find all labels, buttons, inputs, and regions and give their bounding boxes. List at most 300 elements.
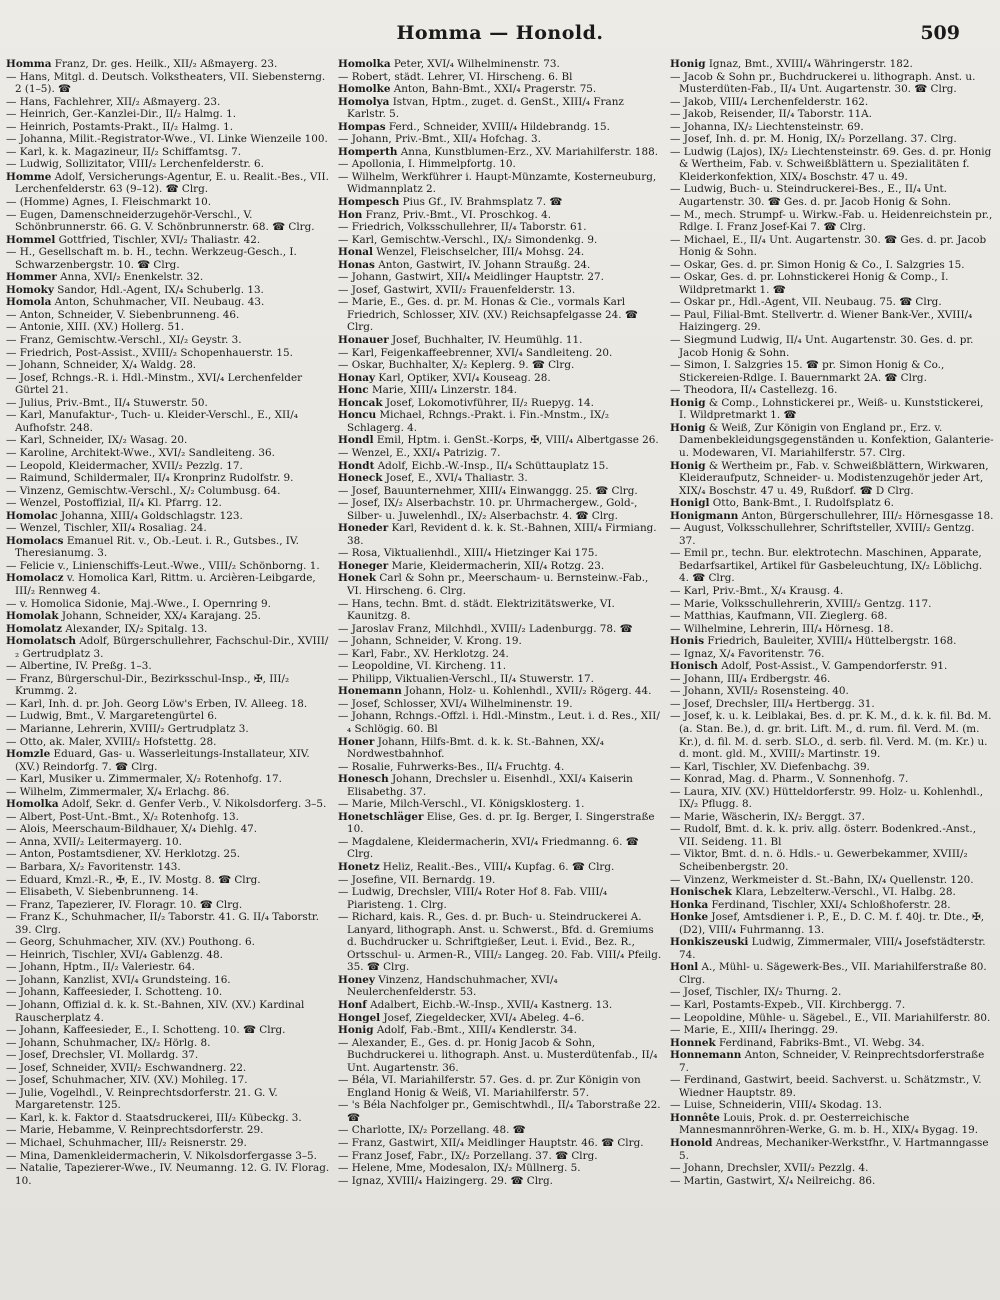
directory-entry [6, 171, 330, 196]
directory-entry [6, 999, 330, 1024]
directory-entry [338, 974, 662, 999]
directory-entry [6, 798, 330, 811]
entry-surname: Homolke [338, 83, 391, 96]
entry-surname: Honay [338, 371, 376, 384]
directory-entry [338, 347, 662, 360]
entry-details: — Rosalie, Fuhrwerks-Bes., II/₄ Fruchtg. 4. [338, 760, 565, 773]
entry-details: Anton, Schuhmacher, VII. Neubaug. 43. [51, 296, 265, 309]
entry-surname: Hompesch [338, 196, 400, 209]
directory-entry [338, 485, 662, 498]
directory-entry [670, 133, 994, 146]
directory-entry [670, 1037, 994, 1050]
entry-details: — Johann, Schuhmacher, IX/₂ Hörlg. 8. [6, 1036, 211, 1049]
entry-details: Emanuel Rit. v., Ob.-Leut. i. R., Gutsbes., IV. Theresianumg. 3. [15, 534, 299, 560]
directory-entry [670, 108, 994, 121]
entry-details: — (Homme) Agnes, I. Fleischmarkt 10. [6, 196, 212, 209]
entry-details: — Karl, k. k. Faktor d. Staatsdruckerei, III/₂ Kübeckg. 3. [6, 1111, 302, 1124]
entry-details: Johann, Holz- u. Kohlenhdl., XVII/₂ Rögerg. 44. [401, 685, 652, 698]
entry-surname: Honemann [338, 685, 402, 698]
entry-details: Adolf, Bürgerschullehrer, Fachschul-Dir., XVIII/₂ Gertrudplatz 3. [15, 635, 329, 660]
directory-entry [338, 133, 662, 146]
directory-entry [6, 246, 330, 271]
entry-details: Wenzel, Fleischselcher, III/₄ Mohsg. 24. [372, 246, 585, 259]
entry-details: Michael, Rchngs.-Prakt. i. Fin.-Mnstm., IX/₂ Schlagerg. 4. [347, 409, 610, 434]
entry-surname: Honischek [670, 886, 732, 899]
directory-entry [670, 710, 994, 760]
entry-surname: Hommer [6, 271, 57, 284]
directory-entry [670, 359, 994, 384]
entry-details: — Ferdinand, Gastwirt, beeid. Sachverst. u. Schätzmstr., V. Wiedner Hauptstr. 89. [670, 1074, 982, 1099]
entry-details: Anton, Bürgerschullehrer, III/₂ Hörnesgasse 18. [738, 509, 994, 522]
entry-details: Franz, Priv.-Bmt., VI. Proschkog. 4. [362, 208, 552, 221]
entry-details: — Albert, Post-Unt.-Bmt., X/₂ Rotenhofg. 13. [6, 810, 239, 823]
entry-details: — Karl, Schneider, IX/₂ Wasag. 20. [6, 434, 188, 447]
entry-details: Johanna, XIII/₄ Goldschlagstr. 123. [57, 509, 243, 522]
directory-entry [6, 71, 330, 96]
entry-details: — Josef, Schneider, XVII/₂ Eschwandnerg. 22. [6, 1061, 247, 1074]
directory-entry [6, 472, 330, 485]
entry-surname: Honf [338, 999, 367, 1012]
entry-details: — Oskar pr., Hdl.-Agent, VII. Neubaug. 75. ☎ Clrg. [670, 296, 942, 309]
directory-entry [670, 698, 994, 711]
entry-surname: Homolacs [6, 534, 64, 547]
entry-details: — Julie, Vogelhdl., V. Reinprechtsdorferstr. 21. G. V. Margaretenstr. 125. [6, 1086, 278, 1112]
entry-details: — Leopoldine, VI. Kircheng. 11. [338, 660, 507, 673]
entry-details: v. Homolica Karl, Rittm. u. Arcièren-Leibgarde, III/₂ Rennweg 4. [15, 572, 316, 597]
entry-details: Marie, XIII/₄ Linzerstr. 184. [368, 384, 518, 397]
entry-details: — Magdalene, Kleidermacherin, XVI/₄ Friedmanng. 6. ☎ Clrg. [338, 835, 639, 861]
entry-details: & Comp., Lohnstickerei pr., Weiß- u. Kunststickerei, I. Wildpretmarkt 1. ☎ [679, 396, 984, 422]
entry-surname: Honal [338, 246, 373, 259]
directory-entry [670, 146, 994, 184]
directory-entry [670, 234, 994, 259]
directory-entry [6, 660, 330, 673]
directory-entry [6, 510, 330, 523]
directory-entry [6, 146, 330, 159]
entry-surname: Honauer [338, 334, 389, 347]
directory-entry [6, 786, 330, 799]
entry-details: — Franz, Gemischtw.-Verschl., XI/₂ Geystr. 3. [6, 334, 242, 347]
entry-details: — Josefine, VII. Bernardg. 19. [338, 873, 496, 886]
entry-details: & Wertheim pr., Fab. v. Schweißblättern, Wirkwaren, Kleideraufputz, Schneider- u. Modistenzugehör jeder Art, XIX/₄ Boschstr. 47 u. 49, Rußdorf. ☎ D Clrg. [679, 459, 989, 497]
entry-details: — Johann, III/₄ Erdbergstr. 46. [670, 672, 831, 685]
entry-surname: Honl [670, 961, 699, 974]
entry-details: — Wilhelmine, Lehrerin, III/₄ Hörnesg. 18. [670, 622, 894, 635]
entry-surname: Honig [338, 1024, 374, 1037]
directory-entry [670, 209, 994, 234]
directory-entry [670, 786, 994, 811]
entry-details: — Emil pr., techn. Bur. elektrotechn. Maschinen, Apparate, Bedarfsartikel, Artikel für Gasbeleuchtung, IX/₂ Löblichg. 4. ☎ Clrg. [670, 547, 983, 585]
entry-details: — Felicie v., Linienschiffs-Leut.-Wwe., VIII/₂ Schönborng. 1. [6, 559, 320, 572]
column-2 [338, 58, 662, 1288]
directory-entry [338, 271, 662, 284]
entry-details: Klara, Lebzelterw.-Verschl., VI. Halbg. 28. [731, 886, 956, 899]
entry-surname: Honka [670, 898, 709, 911]
entry-details: — Johanna, IX/₂ Liechtensteinstr. 69. [670, 120, 864, 133]
entry-details: — Ludwig (Lajos), IX/₂ Liechtensteinstr. 69. Ges. d. pr. Honig & Wertheim, Fab. v. Schweißblättern u. Spezialitäten f. Kleiderkonfektion, XIX/₄ Boschstr. 47 u. 49. [670, 145, 992, 183]
entry-details: — Karl, Manufaktur-, Tuch- u. Kleider-Verschl., E., XII/₄ Aufhofstr. 248. [6, 409, 298, 434]
entry-details: — Karl, Musiker u. Zimmermaler, X/₂ Rotenhofg. 17. [6, 773, 282, 786]
entry-details: — Jacob & Sohn pr., Buchdruckerei u. lithograph. Anst. u. Musterdüten-Fab., II/₄ Unt. Augartenstr. 30. ☎ Clrg. [670, 70, 976, 96]
directory-entry [670, 460, 994, 498]
entry-surname: Homolak [6, 610, 59, 623]
entry-details: Josef, Lokomotivführer, II/₂ Ruepyg. 14. [382, 396, 594, 409]
directory-entry [338, 547, 662, 560]
directory-entry [338, 246, 662, 259]
entry-details: — Marianne, Lehrerin, XVIII/₂ Gertrudplatz 3. [6, 722, 249, 735]
directory-entry [6, 610, 330, 623]
directory-entry [338, 522, 662, 547]
entry-details: — Josef, k. u. k. Leiblakai, Bes. d. pr. K. M., d. k. k. fil. Bd. M. (a. Stan. Be.), d. gr. brit. Lift. M., d. rum. fil. Verd. M. (m. Kr.), d. fil. M. d. serb. SLO., d. serb. fil. Verd. M. (m. Kr.) u. d. mont. gld. M., XVIII/₂ Martinstr. 19. [670, 710, 992, 761]
entry-details: Josef, E., XVI/₄ Thaliastr. 3. [382, 472, 528, 485]
directory-entry [338, 196, 662, 209]
entry-details: — Oskar, Ges. d. pr. Lohnstickerei Honig & Comp., I. Wildpretmarkt 1. ☎ [670, 271, 949, 296]
directory-entry [6, 1112, 330, 1125]
entry-details: Anna, Kunstblumen-Erz., XV. Mariahilferstr. 188. [397, 145, 659, 158]
directory-entry [670, 96, 994, 109]
entry-details: Adolf, Versicherungs-Agentur, E. u. Realit.-Bes., VII. Lerchenfelderstr. 63 (9–12). ☎ Clrg. [15, 170, 329, 196]
entry-details: — Friedrich, Post-Assist., XVIII/₂ Schopenhauerstr. 15. [6, 346, 293, 359]
directory-entry [338, 1137, 662, 1150]
entry-details: — Apollonia, I. Himmelpfortg. 10. [338, 158, 516, 171]
directory-entry [6, 271, 330, 284]
directory-entry [338, 171, 662, 196]
entry-details: Adolf, Post-Assist., V. Gampendorferstr. 91. [717, 660, 948, 673]
directory-entry [338, 1150, 662, 1163]
directory-entry [338, 861, 662, 874]
entry-details: — Karl, k. k. Magazineur, II/₂ Schiffamtsg. 7. [6, 145, 242, 158]
entry-details: — Johann, Drechsler, XVII/₂ Pezzlg. 4. [670, 1162, 869, 1175]
directory-entry [338, 397, 662, 410]
entry-details: Alexander, IX/₂ Spitalg. 13. [62, 622, 208, 635]
directory-entry [338, 234, 662, 247]
entry-details: — Michael, Schuhmacher, III/₂ Reisnerstr. 29. [6, 1137, 247, 1150]
directory-entry [670, 497, 994, 510]
directory-entry [338, 158, 662, 171]
entry-details: — Oskar, Buchhalter, X/₂ Keplerg. 9. ☎ Clrg. [338, 359, 575, 372]
directory-entry [6, 1049, 330, 1062]
directory-entry [670, 811, 994, 824]
entry-details: — Josef, IX/₂ Alserbachstr. 10. pr. Uhrmachergew., Gold-, Silber- u. Juwelenhdl., IX/₂ Alserbachstr. 4. ☎ Clrg. [338, 497, 638, 522]
directory-entry [6, 698, 330, 711]
entry-surname: Honnête [670, 1111, 720, 1124]
directory-entry [670, 911, 994, 936]
entry-details: Anton, Bahn-Bmt., XXI/₄ Pragerstr. 75. [390, 83, 597, 96]
entry-surname: Honkiszeuski [670, 936, 749, 949]
directory-entry [670, 522, 994, 547]
directory-entry [338, 685, 662, 698]
entry-details: Karl, Revident d. k. k. St.-Bahnen, XIII/₄ Firmiang. 38. [347, 522, 657, 547]
entry-surname: Homme [6, 170, 52, 183]
entry-details: — Jaroslav Franz, Milchhdl., XVIII/₂ Ladenburgg. 78. ☎ [338, 622, 633, 635]
directory-entry [6, 886, 330, 899]
entry-details: Josef, Buchhalter, IV. Heumühlg. 11. [388, 334, 583, 347]
directory-entry [670, 296, 994, 309]
directory-entry [338, 1074, 662, 1099]
directory-entry [6, 1124, 330, 1137]
directory-entry [6, 1137, 330, 1150]
entry-surname: Honcu [338, 409, 377, 422]
entry-details: Josef, Ziegeldecker, XVI/₄ Abeleg. 4–6. [380, 1011, 585, 1024]
directory-entry [670, 673, 994, 686]
entry-surname: Hommel [6, 233, 56, 246]
directory-entry [6, 936, 330, 949]
entry-details: Adolf, Sekr. d. Genfer Verb., V. Nikolsdorferg. 3–5. [58, 798, 327, 811]
directory-entry [670, 1012, 994, 1025]
directory-entry [6, 635, 330, 660]
entry-surname: Homoky [6, 283, 54, 296]
entry-surname: Honigmann [670, 509, 739, 522]
entry-details: — Franz, Bürgerschul-Dir., Bezirksschul-Insp., ✠, III/₂ Krummg. 2. [6, 672, 290, 698]
directory-entry [338, 58, 662, 71]
directory-entry [338, 698, 662, 711]
entry-surname: Honig [670, 58, 706, 70]
directory-entry [338, 372, 662, 385]
entry-details: — Eugen, Damenschneiderzugehör-Verschl., V. Schönbrunnerstr. 66. G. V. Schönbrunnerstr. 68. ☎ Clrg. [6, 208, 315, 234]
entry-details: — Friedrich, Volksschullehrer, II/₄ Taborstr. 61. [338, 221, 587, 234]
directory-entry [670, 183, 994, 208]
entry-details: — Johann, Kanzlist, XVI/₄ Grundsteing. 16. [6, 973, 231, 986]
entry-details: Sandor, Hdl.-Agent, IX/₄ Schuberlg. 13. [53, 283, 264, 296]
entry-details: — Johann, Schneider, X/₄ Waldg. 28. [6, 359, 197, 372]
directory-entry [338, 447, 662, 460]
entry-details: — Michael, E., II/₄ Unt. Augartenstr. 30. ☎ Ges. d. pr. Jacob Honig & Sohn. [670, 233, 987, 259]
entry-surname: Honold [670, 1137, 713, 1150]
entry-details: Louis, Prok. d. pr. Oesterreichische Mannesmannröhren-Werke, G. m. b. H., XIX/₄ Bygag. 19. [679, 1111, 979, 1137]
entry-details: — Karl, Tischler, XV. Diefenbachg. 39. [670, 760, 870, 773]
entry-surname: Homzle [6, 748, 51, 761]
entry-details: — Vinzenz, Gemischtw.-Verschl., X/₂ Columbusg. 64. [6, 484, 281, 497]
entry-details: Andreas, Mechaniker-Werkstfhr., V. Hartmanngasse 5. [679, 1137, 989, 1162]
entry-details: — 's Béla Nachfolger pr., Gemischtwhdl., II/₄ Taborstraße 22. ☎ [338, 1099, 661, 1124]
entry-details: Adolf, Eichb.-W.-Insp., II/₄ Schüttauplatz 15. [374, 459, 609, 472]
directory-entry [338, 146, 662, 159]
directory-entry [670, 58, 994, 71]
directory-entry [6, 158, 330, 171]
entry-details: Elise, Ges. d. pr. Ig. Berger, I. Singerstraße 10. [347, 810, 655, 836]
directory-entry [338, 798, 662, 811]
page-header [0, 22, 1000, 52]
entry-details: Adolf, Fab.-Bmt., XIII/₄ Kendlerstr. 34. [373, 1024, 577, 1037]
running-title: Homma — Honold. [396, 22, 604, 44]
directory-entry [670, 547, 994, 585]
directory-entry [338, 911, 662, 974]
entry-surname: Honigl [670, 497, 710, 510]
entry-details: — Hans, techn. Bmt. d. städt. Elektrizitätswerke, VI. Kaunitzg. 8. [338, 597, 615, 623]
entry-surname: Homma [6, 58, 52, 70]
directory-entry [670, 635, 994, 648]
entry-details: — Johann, Gastwirt, XII/₄ Meidlinger Hauptstr. 27. [338, 271, 604, 284]
directory-entry [6, 811, 330, 824]
directory-entry [338, 811, 662, 836]
directory-entry [338, 598, 662, 623]
directory-entry [338, 460, 662, 473]
directory-entry [670, 598, 994, 611]
entry-surname: Honisch [670, 660, 718, 673]
entry-details: — v. Homolica Sidonie, Maj.-Wwe., I. Opernring 9. [6, 597, 271, 610]
entry-details: — Marie, Hebamme, V. Reinprechtsdorferstr. 29. [6, 1124, 264, 1137]
directory-entry [6, 485, 330, 498]
directory-entry [670, 848, 994, 873]
entry-details: — Helene, Mme, Modesalon, IX/₂ Müllnerg. 5. [338, 1162, 581, 1175]
directory-entry [338, 359, 662, 372]
entry-details: Johann, Hilfs-Bmt. d. k. k. St.-Bahnen, XX/₄ Nordwestbahnhof. [347, 735, 604, 761]
directory-entry [338, 71, 662, 84]
entry-details: — Marie, E., XIII/₄ Iheringg. 29. [670, 1024, 839, 1037]
entry-details: Pius Gf., IV. Brahmsplatz 7. ☎ [399, 196, 563, 209]
directory-entry [338, 434, 662, 447]
entry-details: — Jakob, Reisender, II/₄ Taborstr. 11A. [670, 108, 872, 121]
entry-details: — Wilhelm, Zimmermaler, X/₄ Erlachg. 86. [6, 785, 230, 798]
directory-entry [6, 974, 330, 987]
entry-details: — Matthias, Kaufmann, VII. Zieglerg. 68. [670, 610, 888, 623]
directory-entry [670, 334, 994, 359]
directory-columns [6, 58, 994, 1288]
entry-details: — Eduard, Kmzl.-R., ✠, E., IV. Mostg. 8. ☎ Clrg. [6, 873, 261, 886]
directory-entry [670, 874, 994, 887]
directory-entry [670, 961, 994, 986]
entry-surname: Honas [338, 258, 375, 271]
directory-entry [6, 460, 330, 473]
directory-entry [338, 121, 662, 134]
entry-details: Heliz, Realit.-Bes., VIII/₄ Kupfag. 6. ☎ Clrg. [379, 861, 615, 873]
entry-details: — Ignaz, X/₄ Favoritenstr. 76. [670, 647, 825, 660]
directory-entry [6, 397, 330, 410]
directory-entry [338, 384, 662, 397]
directory-entry [6, 133, 330, 146]
entry-details: — Marie, E., Ges. d. pr. M. Honas & Cie., vormals Karl Friedrich, Schlosser, XIV. (XV.) Reichsapfelgasse 24. ☎ Clrg. [338, 296, 638, 334]
directory-entry [670, 773, 994, 786]
entry-surname: Honeder [338, 522, 389, 535]
entry-details: Carl & Sohn pr., Meerschaum- u. Bernsteinw.-Fab., VI. Hirscheng. 6. Clrg. [347, 572, 649, 597]
entry-details: — Laura, XIV. (XV.) Hütteldorferstr. 99. Holz- u. Kohlenhdl., IX/₂ Pflugg. 8. [670, 785, 984, 811]
directory-entry [670, 309, 994, 334]
directory-entry [6, 572, 330, 597]
entry-details: — Jakob, VIII/₄ Lerchenfelderstr. 162. [670, 95, 869, 108]
directory-entry [6, 949, 330, 962]
directory-entry [670, 585, 994, 598]
entry-details: — Josef, Rchngs.-R. i. Hdl.-Minstm., XVI/₄ Lerchenfelder Gürtel 21. [6, 371, 303, 397]
entry-details: — Richard, kais. R., Ges. d. pr. Buch- u. Steindruckerei A. Lanyard, lithograph. Anst. u. Schwerst., Bfd. d. Gremiums d. Buchdrucker u. Schriftgießer, Leut. i. Evid., Bez. R., Ortsschul- u. Armen-R., VIII/₂ Langeg. 20. Fab. VIII/₄ Pfeilg. 35. ☎ Clrg. [338, 911, 662, 974]
entry-details: — Josef, Schuhmacher, XIV. (XV.) Mohileg. 17. [6, 1074, 248, 1087]
directory-entry [6, 673, 330, 698]
directory-entry [338, 874, 662, 887]
entry-details: Ignaz, Bmt., XVIII/₄ Währingerstr. 182. [705, 58, 913, 70]
directory-entry [6, 409, 330, 434]
entry-details: — Wenzel, Postoffizial, II/₄ Kl. Pfarrg. 12. [6, 497, 222, 510]
directory-entry [6, 710, 330, 723]
entry-details: — Johann, Kaffeesieder, I. Schotteng. 10. [6, 986, 223, 999]
directory-entry [6, 347, 330, 360]
entry-details: Ferd., Schneider, XVIII/₄ Hildebrandg. 15. [385, 120, 610, 133]
entry-details: — Paul, Filial-Bmt. Stellvertr. d. Wiener Bank-Ver., XVIII/₄ Haizingerg. 29. [670, 308, 973, 334]
entry-details: — Mina, Damenkleidermacherin, V. Nikolsdorfergasse 3–5. [6, 1149, 317, 1162]
entry-details: — Simon, I. Salzgries 15. ☎ pr. Simon Honig & Co., Stickereien-Rdlge. I. Bauernmarkt 2A. ☎ Clrg. [670, 359, 945, 384]
entry-surname: Homola [6, 296, 52, 309]
entry-details: — Karl, Feigenkaffeebrenner, XVI/₄ Sandleiteng. 20. [338, 346, 613, 359]
entry-details: — Johanna, Milit.-Registrator-Wwe., VI. Linke Wienzeile 100. [6, 133, 328, 146]
directory-entry [338, 1012, 662, 1025]
directory-entry [6, 372, 330, 397]
directory-entry [338, 660, 662, 673]
entry-surname: Homperth [338, 145, 398, 158]
entry-details: — Marie, Milch-Verschl., VI. Königsklosterg. 1. [338, 798, 585, 811]
entry-details: — Elisabeth, V. Siebenbrunneng. 14. [6, 886, 199, 899]
entry-surname: Hongel [338, 1011, 381, 1024]
entry-surname: Honig [670, 421, 706, 434]
entry-details: — Josef, Bauunternehmer, XIII/₄ Einwanggg. 25. ☎ Clrg. [338, 484, 638, 497]
entry-surname: Hondl [338, 434, 374, 447]
entry-details: — Charlotte, IX/₂ Porzellang. 48. ☎ [338, 1124, 526, 1137]
directory-entry [6, 598, 330, 611]
entry-details: — Philipp, Viktualien-Verschl., II/₄ Stuwerstr. 17. [338, 672, 594, 685]
directory-entry [670, 121, 994, 134]
directory-entry [6, 1062, 330, 1075]
directory-entry [6, 309, 330, 322]
entry-details: — Raimund, Schildermaler, II/₄ Kronprinz Rudolfstr. 9. [6, 472, 294, 485]
entry-details: — Karl, Gemischtw.-Verschl., IX/₂ Simondenkg. 9. [338, 233, 598, 246]
directory-entry [338, 96, 662, 121]
entry-surname: Honc [338, 384, 369, 397]
directory-entry [6, 296, 330, 309]
entry-surname: Honeger [338, 559, 389, 572]
directory-entry [338, 1124, 662, 1137]
entry-details: A., Mühl- u. Sägewerk-Bes., VII. Mariahilferstraße 80. Clrg. [679, 961, 987, 986]
directory-entry [6, 986, 330, 999]
entry-details: — Franz K., Schuhmacher, II/₂ Taborstr. 41. G. II/₄ Taborstr. 39. Clrg. [6, 911, 320, 936]
directory-entry [6, 874, 330, 887]
entry-details: — Béla, VI. Mariahilferstr. 57. Ges. d. pr. Zur Königin von England Honig & Weiß, VI. Mariahilferstr. 57. [338, 1074, 641, 1099]
entry-details: — Siegmund Ludwig, II/₄ Unt. Augartenstr. 30. Ges. d. pr. Jacob Honig & Sohn. [670, 334, 974, 359]
directory-entry [338, 409, 662, 434]
entry-details: — Josef, Drechsler, VI. Mollardg. 37. [6, 1049, 199, 1062]
directory-entry [670, 71, 994, 96]
entry-details: — Karl, Priv.-Bmt., X/₄ Krausg. 4. [670, 584, 844, 597]
directory-entry [6, 497, 330, 510]
directory-entry [338, 836, 662, 861]
directory-entry [6, 321, 330, 334]
entry-surname: Honnemann [670, 1049, 742, 1062]
entry-details: — Franz, Gastwirt, XII/₄ Meidlinger Hauptstr. 46. ☎ Clrg. [338, 1137, 644, 1150]
directory-entry [338, 886, 662, 911]
entry-details: — Johann, XVII/₂ Rosensteing. 40. [670, 685, 849, 698]
entry-details: — Karl, Inh. d. pr. Joh. Georg Löw's Erben, IV. Alleeg. 18. [6, 697, 308, 710]
entry-details: — Heinrich, Postamts-Prakt., II/₂ Halmg. 1. [6, 120, 234, 133]
directory-entry [6, 535, 330, 560]
column-1 [6, 58, 330, 1288]
entry-details: — Wenzel, E., XXI/₄ Patrizig. 7. [338, 446, 501, 459]
directory-entry [670, 259, 994, 272]
entry-details: Anna, XVI/₂ Enenkelstr. 32. [56, 271, 204, 284]
entry-details: — Luise, Schneiderin, VIII/₄ Skodag. 13. [670, 1099, 882, 1112]
entry-details: — Julius, Priv.-Bmt., II/₄ Stuwerstr. 50. [6, 396, 208, 409]
entry-details: Johann, Schneider, XX/₄ Karajang. 25. [58, 610, 261, 623]
directory-entry [6, 1024, 330, 1037]
directory-entry [6, 209, 330, 234]
entry-surname: Honer [338, 735, 375, 748]
entry-details: Ferdinand, Fabriks-Bmt., VI. Webg. 34. [715, 1036, 925, 1049]
entry-details: — Josef, Tischler, IX/₂ Thurng. 2. [670, 986, 842, 999]
directory-entry [6, 522, 330, 535]
directory-entry [670, 397, 994, 422]
entry-details: — Robert, städt. Lehrer, VI. Hirscheng. 6. Bl [338, 70, 573, 83]
entry-details: — Natalie, Tapezierer-Wwe., IV. Neumanng. 12. G. IV. Florag. 10. [6, 1162, 330, 1187]
entry-surname: Homolka [6, 798, 59, 811]
directory-entry [6, 58, 330, 71]
entry-details: — H., Gesellschaft m. b. H., techn. Werkzeug-Gesch., I. Schwarzenbergstr. 10. ☎ Clrg. [6, 246, 297, 271]
directory-entry [6, 1087, 330, 1112]
entry-surname: Homolac [6, 509, 58, 522]
